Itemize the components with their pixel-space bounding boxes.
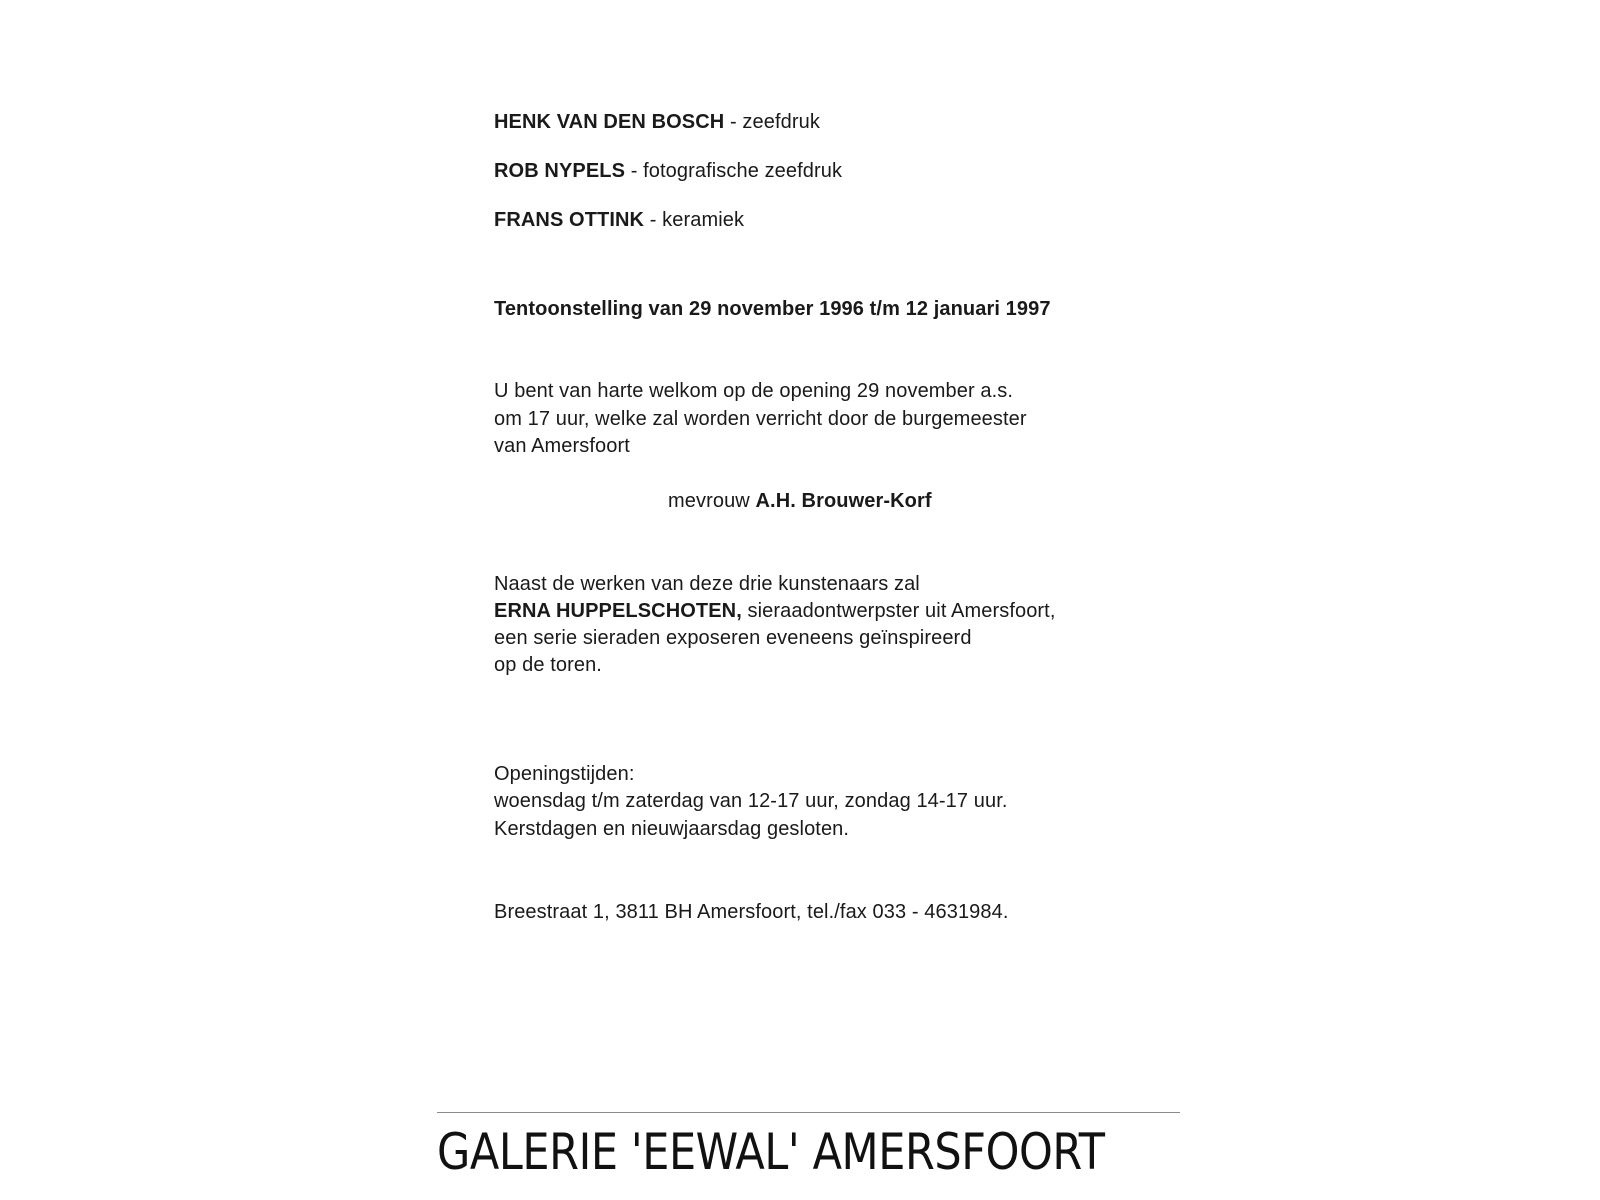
additional-line-1: Naast de werken van deze drie kunstenaars zal [494,573,920,595]
mayor-prefix: mevrouw [668,490,756,512]
artist-line-2 [494,157,842,185]
artist-medium: - keramiek [644,209,745,231]
footer-divider [437,1112,1180,1113]
exhibition-dates: Tentoonstelling van 29 november 1996 t/m 12 januari 1997 [494,298,1051,320]
mayor-line [668,487,932,515]
artist-medium: - zeefdruk [724,111,820,133]
artist-line-3 [494,206,744,234]
artist-name: FRANS OTTINK [494,209,645,231]
welcome-line-3: van Amersfoort [494,435,630,457]
additional-line-4: op de toren. [494,654,602,676]
welcome-line-2: om 17 uur, welke zal worden verricht door de burgemeester [494,408,1027,430]
hours-schedule: woensdag t/m zaterdag van 12-17 uur, zondag 14-17 uur. [494,790,1008,812]
artist-line-1 [494,108,820,136]
welcome-line-1: U bent van harte welkom op de opening 29 november a.s. [494,380,1014,402]
gallery-name: GALERIE 'EEWAL' AMERSFOORT [437,1123,1105,1181]
additional-line-3: een serie sieraden exposeren eveneens geïnspireerd [494,627,972,649]
additional-artist-name: ERNA HUPPELSCHOTEN, [494,600,742,622]
artist-medium: - fotografische zeefdruk [625,160,843,182]
contact-address: Breestraat 1, 3811 BH Amersfoort, tel./fax 033 - 4631984. [494,901,1009,923]
additional-artist-desc: sieraadontwerpster uit Amersfoort, [741,600,1056,622]
hours-closed: Kerstdagen en nieuwjaarsdag gesloten. [494,818,850,840]
artist-name: HENK VAN DEN BOSCH [494,111,725,133]
artist-name: ROB NYPELS [494,160,626,182]
mayor-name: A.H. Brouwer-Korf [755,490,932,512]
hours-heading: Openingstijden: [494,763,635,785]
additional-line-2 [494,597,1056,625]
